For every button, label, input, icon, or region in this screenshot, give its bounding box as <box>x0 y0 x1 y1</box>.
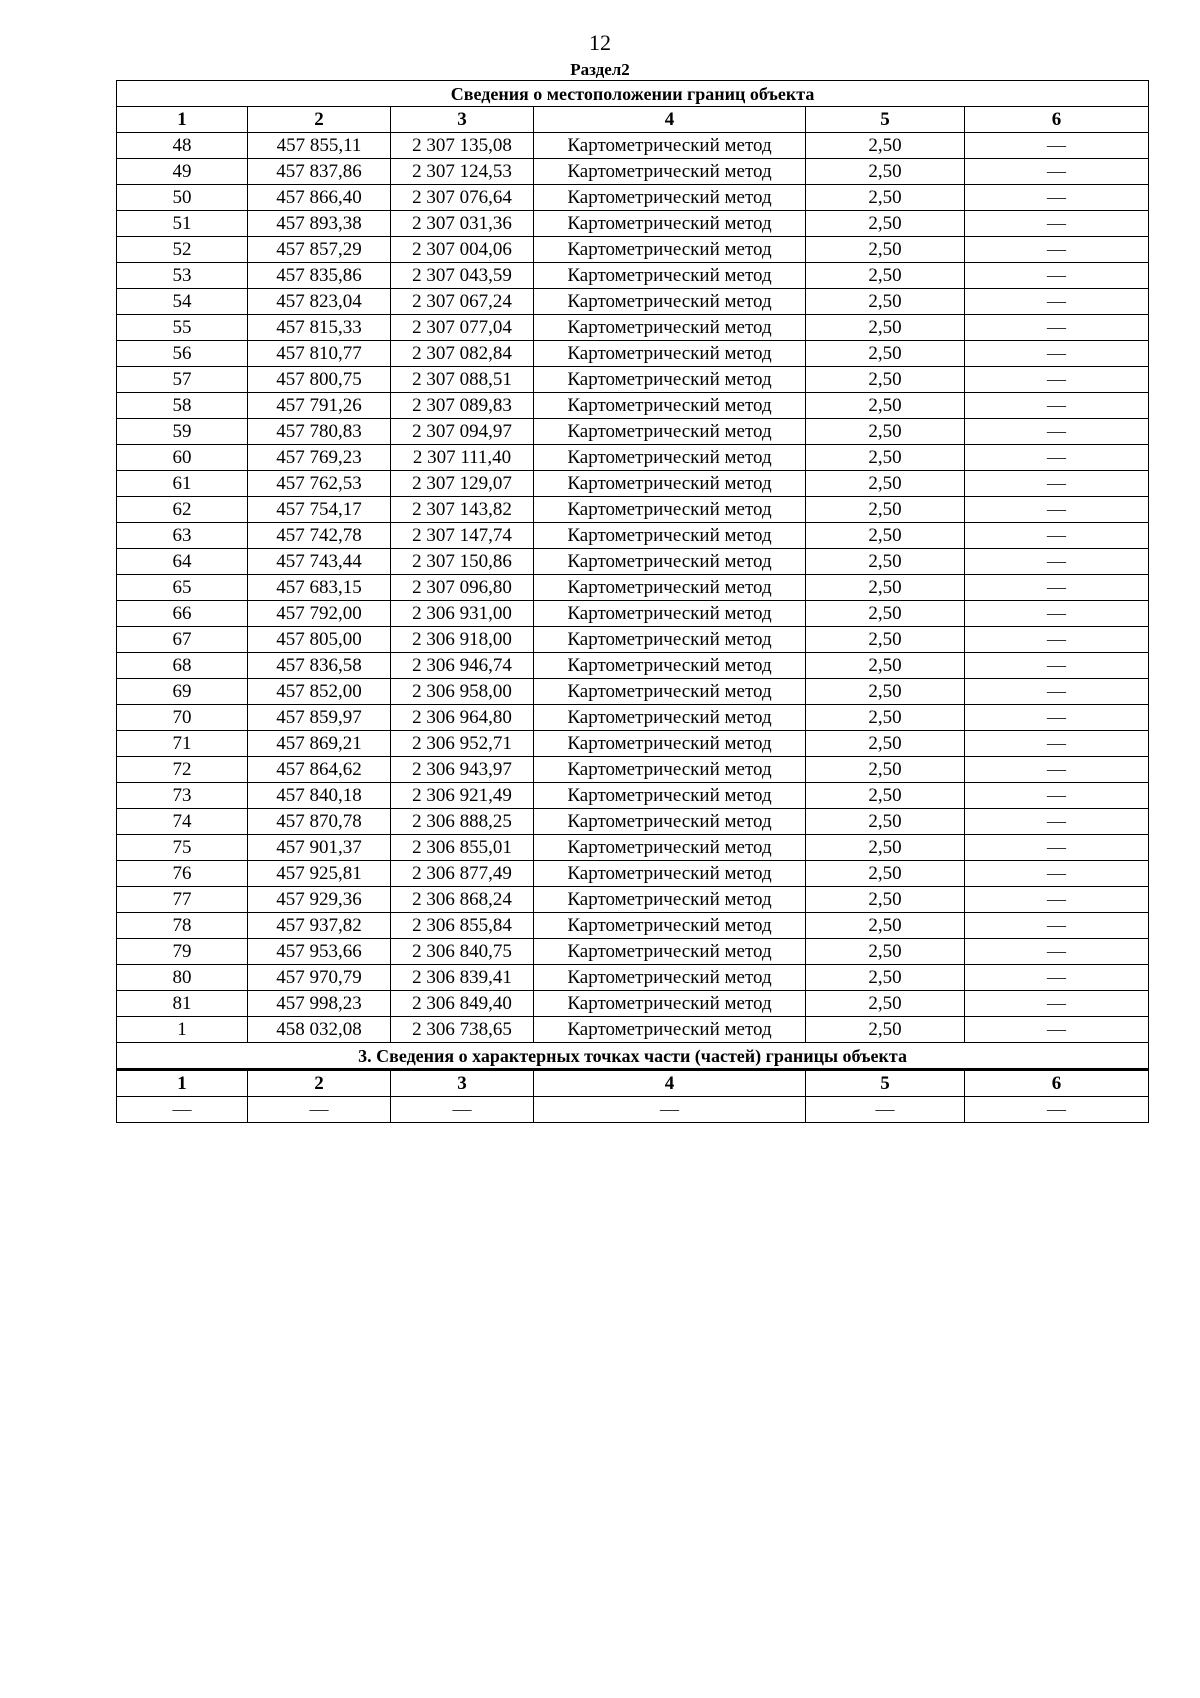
cell-accuracy: 2,50 <box>806 133 965 159</box>
cell-method: Картометрический метод <box>534 627 806 653</box>
cell-method: Картометрический метод <box>534 159 806 185</box>
subsection-column-number-4: 4 <box>534 1070 806 1097</box>
cell-y-coordinate: 2 307 143,82 <box>391 497 534 523</box>
cell-x-coordinate: 457 810,77 <box>248 341 391 367</box>
cell-accuracy: 2,50 <box>806 471 965 497</box>
cell-point-number: 76 <box>117 861 248 887</box>
cell-x-coordinate: 457 792,00 <box>248 601 391 627</box>
subsection-column-number-1: 1 <box>117 1070 248 1097</box>
cell-method: Картометрический метод <box>534 705 806 731</box>
table-row <box>117 185 1149 211</box>
cell-description: — <box>965 965 1149 991</box>
cell-point-number: 52 <box>117 237 248 263</box>
table-row <box>117 419 1149 445</box>
cell-x-coordinate: 457 754,17 <box>248 497 391 523</box>
table-row <box>117 913 1149 939</box>
cell-description: — <box>965 523 1149 549</box>
cell-x-coordinate: 457 805,00 <box>248 627 391 653</box>
cell-description: — <box>965 627 1149 653</box>
cell-method: Картометрический метод <box>534 835 806 861</box>
cell-y-coordinate: 2 307 082,84 <box>391 341 534 367</box>
table-row <box>117 991 1149 1017</box>
cell-point-number: 62 <box>117 497 248 523</box>
cell-x-coordinate: 457 683,15 <box>248 575 391 601</box>
cell-x-coordinate: 457 815,33 <box>248 315 391 341</box>
cell-method: Картометрический метод <box>534 861 806 887</box>
cell-description: — <box>965 835 1149 861</box>
cell-method: Картометрический метод <box>534 731 806 757</box>
table-row <box>117 393 1149 419</box>
subsection-caption: 3. Сведения о характерных точках части (частей) границы объекта <box>117 1043 1149 1070</box>
cell-accuracy: 2,50 <box>806 549 965 575</box>
subsection-cell-point-number: — <box>117 1097 248 1123</box>
cell-x-coordinate: 457 901,37 <box>248 835 391 861</box>
cell-description: — <box>965 289 1149 315</box>
cell-description: — <box>965 939 1149 965</box>
cell-point-number: 57 <box>117 367 248 393</box>
cell-x-coordinate: 457 929,36 <box>248 887 391 913</box>
cell-description: — <box>965 913 1149 939</box>
cell-x-coordinate: 457 864,62 <box>248 757 391 783</box>
table-row <box>117 315 1149 341</box>
cell-point-number: 61 <box>117 471 248 497</box>
subsection-column-number-2: 2 <box>248 1070 391 1097</box>
cell-y-coordinate: 2 306 855,84 <box>391 913 534 939</box>
cell-point-number: 74 <box>117 809 248 835</box>
cell-method: Картометрический метод <box>534 887 806 913</box>
cell-point-number: 64 <box>117 549 248 575</box>
column-number-5: 5 <box>806 107 965 133</box>
cell-description: — <box>965 393 1149 419</box>
table-row <box>117 497 1149 523</box>
column-number-3: 3 <box>391 107 534 133</box>
subsection-cell-x-coordinate: — <box>248 1097 391 1123</box>
table-row <box>117 887 1149 913</box>
cell-accuracy: 2,50 <box>806 315 965 341</box>
cell-accuracy: 2,50 <box>806 185 965 211</box>
cell-y-coordinate: 2 307 094,97 <box>391 419 534 445</box>
cell-x-coordinate: 457 743,44 <box>248 549 391 575</box>
cell-accuracy: 2,50 <box>806 757 965 783</box>
cell-accuracy: 2,50 <box>806 783 965 809</box>
cell-method: Картометрический метод <box>534 263 806 289</box>
cell-x-coordinate: 457 893,38 <box>248 211 391 237</box>
cell-description: — <box>965 1017 1149 1043</box>
subsection-cell-y-coordinate: — <box>391 1097 534 1123</box>
cell-x-coordinate: 457 857,29 <box>248 237 391 263</box>
cell-accuracy: 2,50 <box>806 705 965 731</box>
cell-description: — <box>965 705 1149 731</box>
cell-method: Картометрический метод <box>534 367 806 393</box>
cell-x-coordinate: 457 762,53 <box>248 471 391 497</box>
cell-x-coordinate: 457 742,78 <box>248 523 391 549</box>
table-row <box>117 133 1149 159</box>
cell-y-coordinate: 2 307 111,40 <box>391 445 534 471</box>
cell-x-coordinate: 457 791,26 <box>248 393 391 419</box>
cell-method: Картометрический метод <box>534 341 806 367</box>
table-row <box>117 861 1149 887</box>
cell-y-coordinate: 2 307 043,59 <box>391 263 534 289</box>
cell-y-coordinate: 2 306 840,75 <box>391 939 534 965</box>
cell-y-coordinate: 2 307 096,80 <box>391 575 534 601</box>
cell-x-coordinate: 457 925,81 <box>248 861 391 887</box>
cell-accuracy: 2,50 <box>806 159 965 185</box>
cell-description: — <box>965 211 1149 237</box>
table-row <box>117 705 1149 731</box>
cell-point-number: 72 <box>117 757 248 783</box>
cell-y-coordinate: 2 306 952,71 <box>391 731 534 757</box>
table-row <box>117 341 1149 367</box>
cell-point-number: 56 <box>117 341 248 367</box>
cell-description: — <box>965 991 1149 1017</box>
cell-y-coordinate: 2 306 931,00 <box>391 601 534 627</box>
cell-point-number: 50 <box>117 185 248 211</box>
table-row <box>117 653 1149 679</box>
cell-x-coordinate: 457 836,58 <box>248 653 391 679</box>
cell-y-coordinate: 2 307 147,74 <box>391 523 534 549</box>
cell-method: Картометрический метод <box>534 601 806 627</box>
cell-y-coordinate: 2 307 088,51 <box>391 367 534 393</box>
cell-description: — <box>965 757 1149 783</box>
cell-description: — <box>965 783 1149 809</box>
table-caption-row <box>117 81 1149 107</box>
table-row <box>117 237 1149 263</box>
cell-accuracy: 2,50 <box>806 731 965 757</box>
cell-y-coordinate: 2 306 738,65 <box>391 1017 534 1043</box>
cell-method: Картометрический метод <box>534 419 806 445</box>
cell-method: Картометрический метод <box>534 549 806 575</box>
cell-accuracy: 2,50 <box>806 497 965 523</box>
cell-x-coordinate: 457 840,18 <box>248 783 391 809</box>
cell-y-coordinate: 2 306 943,97 <box>391 757 534 783</box>
cell-y-coordinate: 2 307 135,08 <box>391 133 534 159</box>
table-row <box>117 731 1149 757</box>
cell-accuracy: 2,50 <box>806 679 965 705</box>
cell-method: Картометрический метод <box>534 445 806 471</box>
cell-point-number: 73 <box>117 783 248 809</box>
cell-method: Картометрический метод <box>534 185 806 211</box>
table-row <box>117 263 1149 289</box>
table-row <box>117 757 1149 783</box>
cell-description: — <box>965 133 1149 159</box>
cell-accuracy: 2,50 <box>806 835 965 861</box>
cell-method: Картометрический метод <box>534 497 806 523</box>
column-number-4: 4 <box>534 107 806 133</box>
cell-accuracy: 2,50 <box>806 653 965 679</box>
cell-point-number: 60 <box>117 445 248 471</box>
cell-accuracy: 2,50 <box>806 263 965 289</box>
table-row <box>117 367 1149 393</box>
cell-accuracy: 2,50 <box>806 809 965 835</box>
boundary-table-body <box>117 81 1149 1123</box>
cell-point-number: 51 <box>117 211 248 237</box>
cell-description: — <box>965 471 1149 497</box>
cell-x-coordinate: 457 780,83 <box>248 419 391 445</box>
cell-point-number: 79 <box>117 939 248 965</box>
cell-x-coordinate: 457 937,82 <box>248 913 391 939</box>
cell-description: — <box>965 237 1149 263</box>
cell-y-coordinate: 2 307 124,53 <box>391 159 534 185</box>
cell-x-coordinate: 457 869,21 <box>248 731 391 757</box>
table-row <box>117 601 1149 627</box>
cell-y-coordinate: 2 307 076,64 <box>391 185 534 211</box>
cell-description: — <box>965 159 1149 185</box>
cell-accuracy: 2,50 <box>806 601 965 627</box>
cell-description: — <box>965 861 1149 887</box>
cell-accuracy: 2,50 <box>806 887 965 913</box>
cell-accuracy: 2,50 <box>806 367 965 393</box>
cell-description: — <box>965 263 1149 289</box>
cell-method: Картометрический метод <box>534 471 806 497</box>
cell-description: — <box>965 185 1149 211</box>
cell-x-coordinate: 457 859,97 <box>248 705 391 731</box>
cell-accuracy: 2,50 <box>806 523 965 549</box>
cell-point-number: 59 <box>117 419 248 445</box>
cell-point-number: 55 <box>117 315 248 341</box>
cell-method: Картометрический метод <box>534 1017 806 1043</box>
cell-y-coordinate: 2 307 150,86 <box>391 549 534 575</box>
cell-y-coordinate: 2 306 921,49 <box>391 783 534 809</box>
table-caption: Сведения о местоположении границ объекта <box>117 81 1149 107</box>
table-row <box>117 471 1149 497</box>
cell-y-coordinate: 2 306 849,40 <box>391 991 534 1017</box>
table-row <box>117 1017 1149 1043</box>
table-row <box>117 575 1149 601</box>
table-row <box>117 783 1149 809</box>
cell-x-coordinate: 457 870,78 <box>248 809 391 835</box>
table-row <box>117 445 1149 471</box>
cell-y-coordinate: 2 306 918,00 <box>391 627 534 653</box>
subsection-column-number-3: 3 <box>391 1070 534 1097</box>
cell-accuracy: 2,50 <box>806 861 965 887</box>
table-row <box>117 289 1149 315</box>
cell-accuracy: 2,50 <box>806 211 965 237</box>
cell-accuracy: 2,50 <box>806 445 965 471</box>
subsection-column-number-5: 5 <box>806 1070 965 1097</box>
cell-method: Картометрический метод <box>534 965 806 991</box>
cell-y-coordinate: 2 307 129,07 <box>391 471 534 497</box>
cell-x-coordinate: 457 769,23 <box>248 445 391 471</box>
table-row <box>117 549 1149 575</box>
cell-method: Картометрический метод <box>534 237 806 263</box>
subsection-caption-row <box>117 1043 1149 1070</box>
cell-y-coordinate: 2 306 868,24 <box>391 887 534 913</box>
cell-x-coordinate: 457 953,66 <box>248 939 391 965</box>
subsection-column-number-6: 6 <box>965 1070 1149 1097</box>
cell-method: Картометрический метод <box>534 393 806 419</box>
cell-y-coordinate: 2 306 855,01 <box>391 835 534 861</box>
subsection-row <box>117 1097 1149 1123</box>
cell-method: Картометрический метод <box>534 575 806 601</box>
cell-point-number: 69 <box>117 679 248 705</box>
cell-x-coordinate: 457 855,11 <box>248 133 391 159</box>
cell-accuracy: 2,50 <box>806 237 965 263</box>
cell-method: Картометрический метод <box>534 913 806 939</box>
subsection-cell-method: — <box>534 1097 806 1123</box>
cell-y-coordinate: 2 306 877,49 <box>391 861 534 887</box>
cell-y-coordinate: 2 307 031,36 <box>391 211 534 237</box>
cell-point-number: 80 <box>117 965 248 991</box>
cell-accuracy: 2,50 <box>806 991 965 1017</box>
cell-accuracy: 2,50 <box>806 1017 965 1043</box>
cell-method: Картометрический метод <box>534 133 806 159</box>
cell-y-coordinate: 2 306 888,25 <box>391 809 534 835</box>
cell-accuracy: 2,50 <box>806 965 965 991</box>
cell-accuracy: 2,50 <box>806 575 965 601</box>
cell-method: Картометрический метод <box>534 289 806 315</box>
table-row <box>117 835 1149 861</box>
table-row <box>117 627 1149 653</box>
cell-description: — <box>965 731 1149 757</box>
cell-y-coordinate: 2 307 004,06 <box>391 237 534 263</box>
cell-description: — <box>965 809 1149 835</box>
cell-y-coordinate: 2 306 964,80 <box>391 705 534 731</box>
cell-point-number: 78 <box>117 913 248 939</box>
cell-point-number: 75 <box>117 835 248 861</box>
cell-y-coordinate: 2 307 089,83 <box>391 393 534 419</box>
subsection-column-number-row <box>117 1070 1149 1097</box>
cell-y-coordinate: 2 307 067,24 <box>391 289 534 315</box>
table-row <box>117 679 1149 705</box>
cell-point-number: 81 <box>117 991 248 1017</box>
cell-description: — <box>965 497 1149 523</box>
cell-method: Картометрический метод <box>534 211 806 237</box>
cell-x-coordinate: 458 032,08 <box>248 1017 391 1043</box>
table-row <box>117 809 1149 835</box>
cell-y-coordinate: 2 307 077,04 <box>391 315 534 341</box>
cell-description: — <box>965 549 1149 575</box>
cell-description: — <box>965 419 1149 445</box>
cell-accuracy: 2,50 <box>806 289 965 315</box>
cell-point-number: 58 <box>117 393 248 419</box>
table-row <box>117 523 1149 549</box>
cell-accuracy: 2,50 <box>806 393 965 419</box>
cell-description: — <box>965 445 1149 471</box>
cell-accuracy: 2,50 <box>806 419 965 445</box>
cell-x-coordinate: 457 835,86 <box>248 263 391 289</box>
table-row <box>117 211 1149 237</box>
cell-point-number: 53 <box>117 263 248 289</box>
cell-description: — <box>965 887 1149 913</box>
cell-point-number: 48 <box>117 133 248 159</box>
cell-method: Картометрический метод <box>534 315 806 341</box>
cell-point-number: 67 <box>117 627 248 653</box>
cell-x-coordinate: 457 837,86 <box>248 159 391 185</box>
cell-method: Картометрический метод <box>534 939 806 965</box>
cell-method: Картометрический метод <box>534 679 806 705</box>
cell-point-number: 77 <box>117 887 248 913</box>
cell-description: — <box>965 575 1149 601</box>
page-number: 12 <box>589 30 611 55</box>
table-row <box>117 965 1149 991</box>
cell-method: Картометрический метод <box>534 783 806 809</box>
cell-method: Картометрический метод <box>534 991 806 1017</box>
boundary-table <box>116 80 1149 1123</box>
cell-x-coordinate: 457 998,23 <box>248 991 391 1017</box>
column-number-1: 1 <box>117 107 248 133</box>
cell-description: — <box>965 367 1149 393</box>
column-number-6: 6 <box>965 107 1149 133</box>
table-row <box>117 939 1149 965</box>
cell-accuracy: 2,50 <box>806 913 965 939</box>
column-number-2: 2 <box>248 107 391 133</box>
cell-x-coordinate: 457 852,00 <box>248 679 391 705</box>
cell-description: — <box>965 653 1149 679</box>
cell-description: — <box>965 315 1149 341</box>
cell-point-number: 68 <box>117 653 248 679</box>
cell-point-number: 70 <box>117 705 248 731</box>
cell-method: Картометрический метод <box>534 523 806 549</box>
cell-x-coordinate: 457 970,79 <box>248 965 391 991</box>
cell-y-coordinate: 2 306 958,00 <box>391 679 534 705</box>
section-label: Раздел2 <box>570 60 630 79</box>
cell-x-coordinate: 457 866,40 <box>248 185 391 211</box>
cell-accuracy: 2,50 <box>806 627 965 653</box>
cell-description: — <box>965 679 1149 705</box>
cell-point-number: 63 <box>117 523 248 549</box>
cell-description: — <box>965 601 1149 627</box>
cell-accuracy: 2,50 <box>806 341 965 367</box>
cell-point-number: 1 <box>117 1017 248 1043</box>
cell-y-coordinate: 2 306 839,41 <box>391 965 534 991</box>
cell-method: Картометрический метод <box>534 809 806 835</box>
column-number-row <box>117 107 1149 133</box>
cell-point-number: 49 <box>117 159 248 185</box>
cell-point-number: 66 <box>117 601 248 627</box>
cell-description: — <box>965 341 1149 367</box>
cell-method: Картометрический метод <box>534 653 806 679</box>
cell-x-coordinate: 457 823,04 <box>248 289 391 315</box>
cell-point-number: 54 <box>117 289 248 315</box>
cell-y-coordinate: 2 306 946,74 <box>391 653 534 679</box>
subsection-cell-description: — <box>965 1097 1149 1123</box>
cell-point-number: 71 <box>117 731 248 757</box>
table-row <box>117 159 1149 185</box>
cell-method: Картометрический метод <box>534 757 806 783</box>
cell-accuracy: 2,50 <box>806 939 965 965</box>
cell-x-coordinate: 457 800,75 <box>248 367 391 393</box>
cell-point-number: 65 <box>117 575 248 601</box>
subsection-cell-accuracy: — <box>806 1097 965 1123</box>
